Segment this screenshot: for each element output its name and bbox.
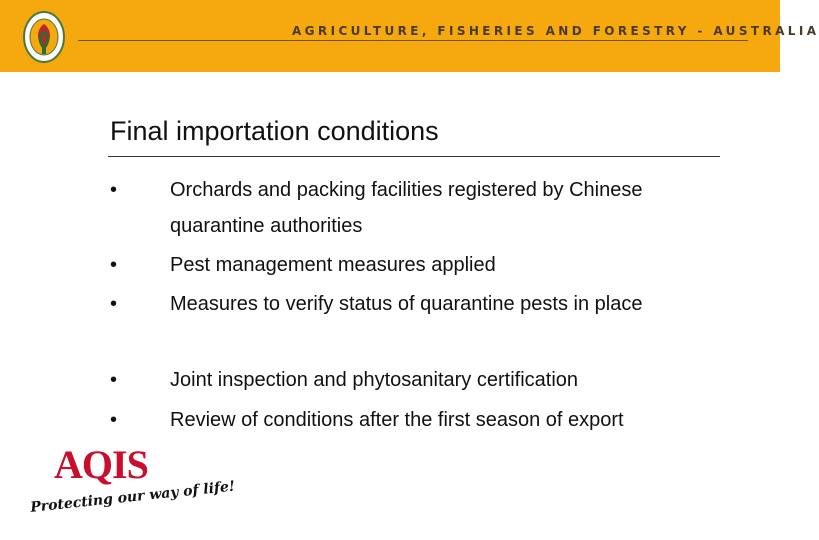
bullet-icon: • [110,179,118,201]
bullet-text: Pest management measures applied [170,254,496,276]
bullet-text: Joint inspection and phytosanitary certification [170,369,579,391]
header-banner [0,0,819,72]
bullet-text: Measures to verify status of quarantine pests in place [170,293,643,315]
title-divider [108,156,720,157]
banner-rule [78,40,748,41]
aqis-logo [26,440,236,516]
banner-title: AGRICULTURE, FISHERIES AND FORESTRY - AUSTRALIA [292,24,819,38]
aqis-logo-text: AQIS [54,442,148,487]
bullet-icon: • [110,409,118,431]
bullet-icon: • [110,254,118,276]
bullet-icon: • [110,369,118,391]
page-title: Final importation conditions [110,116,439,146]
bullet-icon: • [110,293,118,315]
aqis-tagline: Protecting our way of life! [29,478,236,516]
bullet-text: Review of conditions after the first season of export [170,409,624,431]
bullet-text: Orchards and packing facilities registered by Chinese quarantine authorities [170,179,643,237]
crest-icon [22,10,66,64]
